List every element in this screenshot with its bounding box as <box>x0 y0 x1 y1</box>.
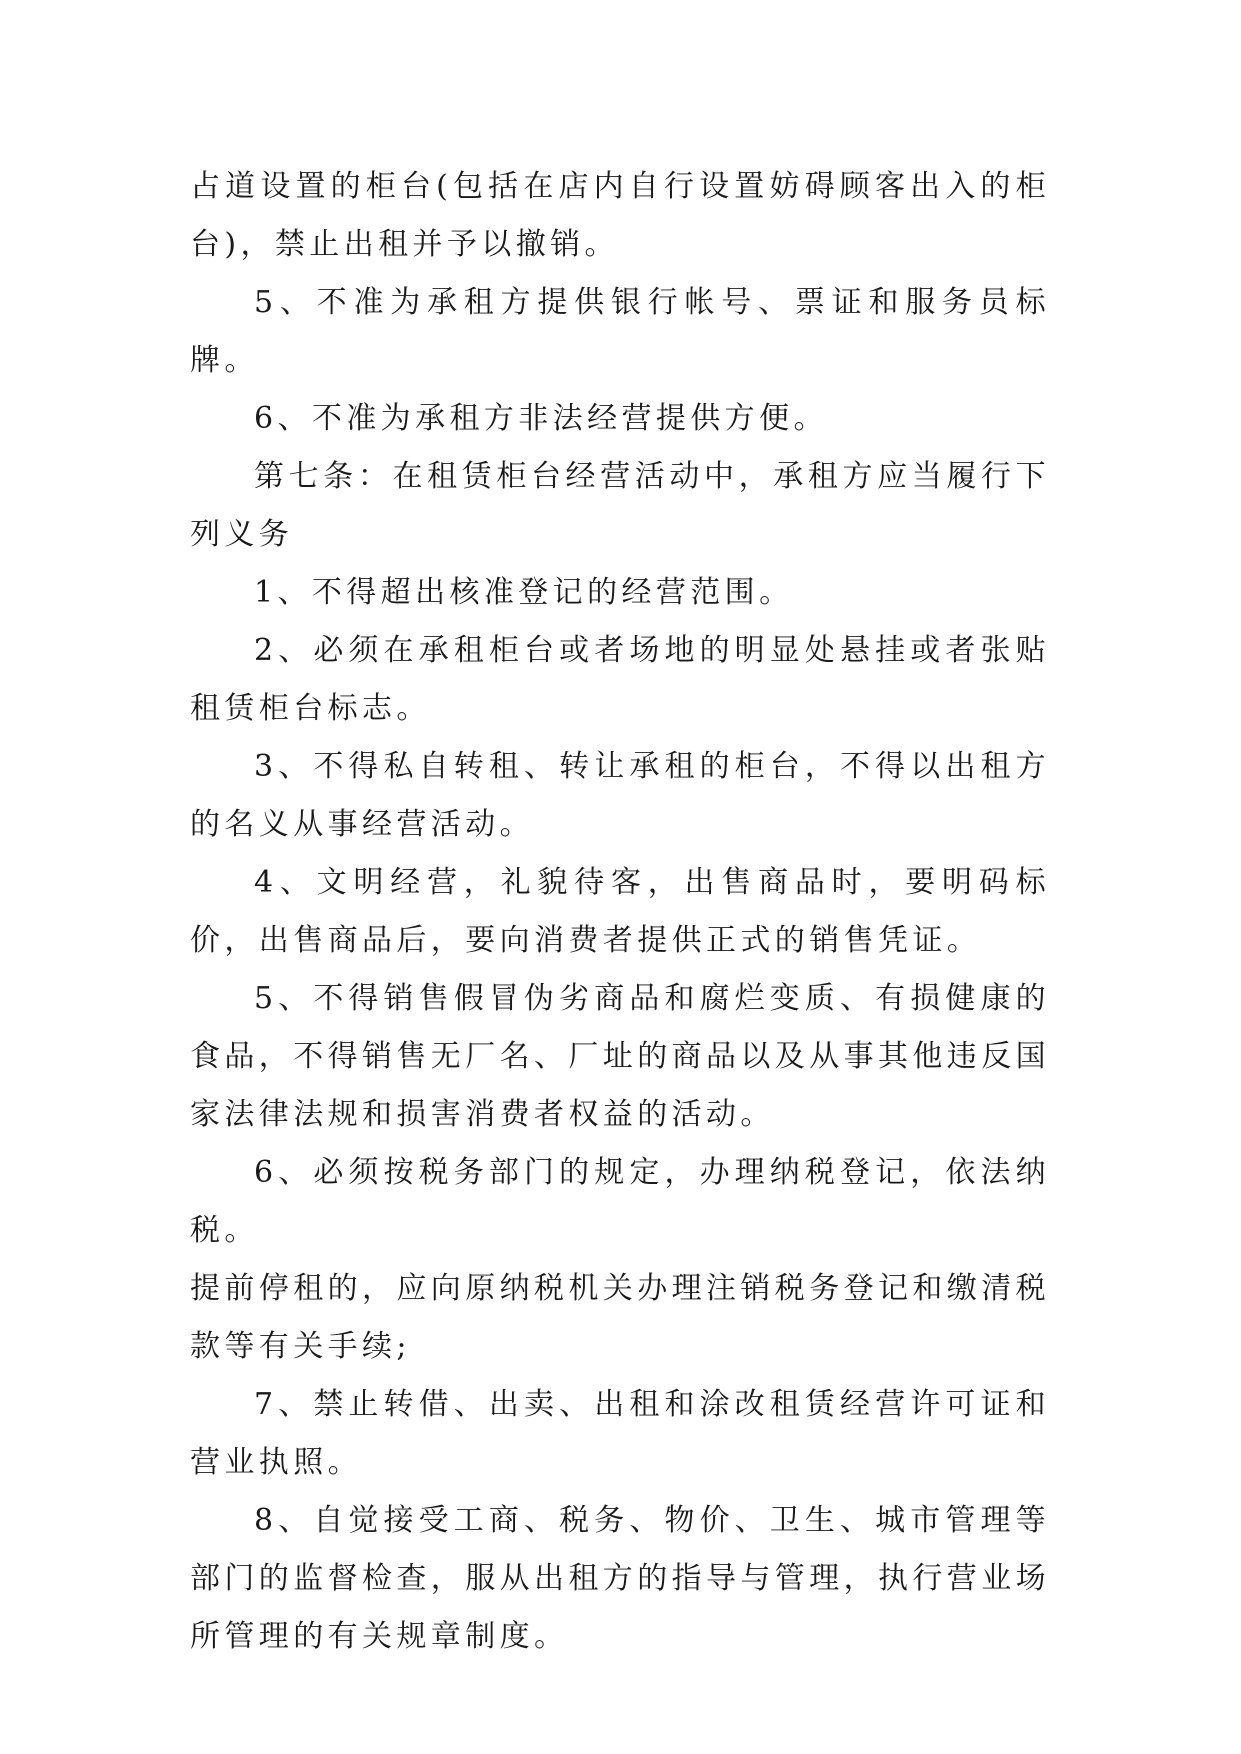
paragraph-item-5-bank-account: 5、不准为承租方提供银行帐号、票证和服务员标牌。 <box>190 285 1050 378</box>
paragraph-duty-8: 8、自觉接受工商、税务、物价、卫生、城市管理等部门的监督检查，服从出租方的指导与管理，执行营业场所管理的有关规章制度。 <box>190 1503 1050 1654</box>
paragraph-duty-6: 6、必须按税务部门的规定，办理纳税登记，依法纳税。 <box>190 1155 1050 1248</box>
paragraph-duty-7: 7、禁止转借、出卖、出租和涂改租赁经营许可证和营业执照。 <box>190 1387 1050 1480</box>
paragraph-duty-4: 4、文明经营，礼貌待客，出售商品时，要明码标价，出售商品后，要向消费者提供正式的销售凭证。 <box>190 865 1050 958</box>
paragraph-article-7-heading: 第七条：在租赁柜台经营活动中，承租方应当履行下列义务 <box>190 459 1050 552</box>
paragraph-item-6-no-illegal-aid: 6、不准为承租方非法经营提供方便。 <box>254 401 828 436</box>
paragraph-continued-counter-clause: 占道设置的柜台(包括在店内自行设置妨碍顾客出入的柜台)，禁止出租并予以撤销。 <box>190 169 1050 262</box>
paragraph-duty-6-continued: 提前停租的，应向原纳税机关办理注销税务登记和缴清税款等有关手续; <box>190 1271 1050 1364</box>
paragraph-duty-3: 3、不得私自转租、转让承租的柜台，不得以出租方的名义从事经营活动。 <box>190 749 1050 842</box>
paragraph-duty-5: 5、不得销售假冒伪劣商品和腐烂变质、有损健康的食品，不得销售无厂名、厂址的商品以及从事其他违反国家法律法规和损害消费者权益的活动。 <box>190 981 1050 1132</box>
paragraph-duty-1: 1、不得超出核准登记的经营范围。 <box>254 575 794 610</box>
paragraph-duty-2: 2、必须在承租柜台或者场地的明显处悬挂或者张贴租赁柜台标志。 <box>190 633 1050 726</box>
document-body <box>190 158 1050 1666</box>
